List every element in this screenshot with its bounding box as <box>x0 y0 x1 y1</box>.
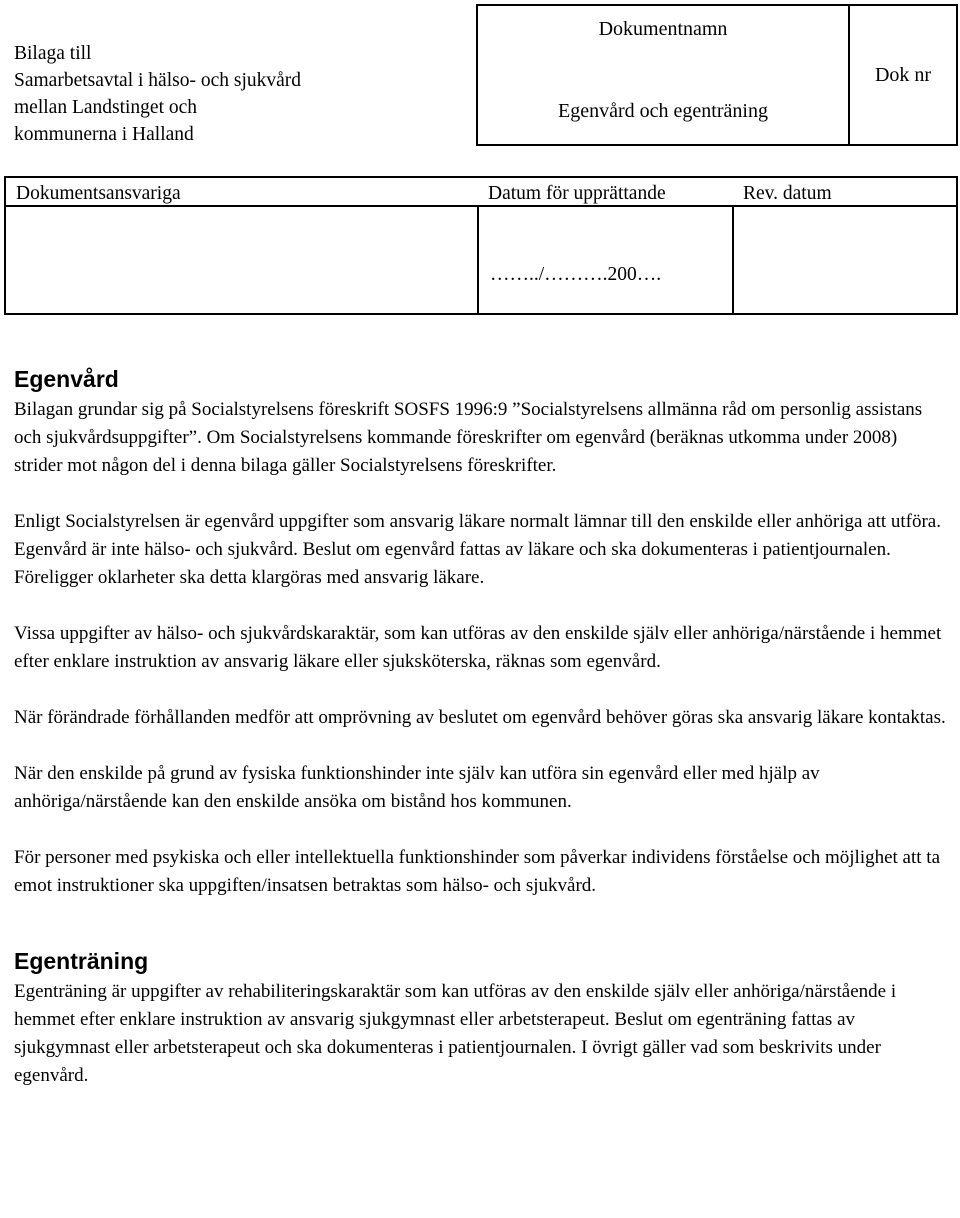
column-divider <box>477 205 479 313</box>
paragraph: Enligt Socialstyrelsen är egenvård uppgifter som ansvarig läkare normalt lämnar till den enskilde eller anhöriga att utföra. Egenvård är inte hälso- och sjukvård. Beslut om egenvård fattas av läkare och ska dokumenteras i patientjournalen. Föreligger oklarheter ska detta klargöras med ansvarig läkare. <box>14 511 941 588</box>
attachment-line: Bilaga till <box>14 43 92 64</box>
created-date-label: Datum för upprättande <box>488 183 666 204</box>
revision-date-label: Rev. datum <box>743 183 832 204</box>
document-name-box <box>476 4 850 146</box>
responsible-label: Dokumentsansvariga <box>16 183 181 204</box>
paragraph: Bilagan grundar sig på Socialstyrelsens föreskrift SOSFS 1996:9 ”Socialstyrelsens allmänna råd om personlig assistans och sjukvårdsuppgifter”. Om Socialstyrelsens kommande föreskrifter om egenvård (beräknas utkomma under 2008) strider mot någon del i denna bilaga gäller Socialstyrelsens föreskrifter. <box>14 399 923 476</box>
attachment-line: Samarbetsavtal i hälso- och sjukvård <box>14 70 302 91</box>
paragraph: Egenträning är uppgifter av rehabiliteringskaraktär som kan utföras av den enskilde själv eller anhöriga/närstående i hemmet efter enklare instruktion av ansvarig sjukgymnast eller arbetsterapeut. Beslut om egenträning fattas av sjukgymnast eller arbetsterapeut och ska dokumenteras i patientjournalen. I övrigt gäller vad som beskrivits under egenvård. <box>14 981 897 1086</box>
paragraph: För personer med psykiska och eller intellektuella funktionshinder som påverkar individens förståelse och möjlighet att ta emot instruktioner ska uppgiften/insatsen betraktas som hälso- och sjukvård. <box>14 847 941 896</box>
document-number-box <box>850 4 958 146</box>
document-body <box>14 362 946 1118</box>
attachment-line: mellan Landstinget och <box>14 97 198 118</box>
document-name-value: Egenvård och egenträning <box>558 100 768 122</box>
column-divider <box>732 205 734 313</box>
paragraph: När den enskilde på grund av fysiska funktionshinder inte själv kan utföra sin egenvård eller med hjälp av anhöriga/närstående kan den enskilde ansöka om bistånd hos kommunen. <box>14 763 820 812</box>
table-divider <box>6 205 956 207</box>
section-heading: Egenträning <box>14 948 149 974</box>
paragraph: När förändrade förhållanden medför att omprövning av beslutet om egenvård behöver göras ska ansvarig läkare kontaktas. <box>14 707 946 728</box>
metadata-table <box>4 176 958 315</box>
attachment-line: kommunerna i Halland <box>14 124 194 145</box>
attachment-header <box>14 40 464 148</box>
paragraph: Vissa uppgifter av hälso- och sjukvårdskaraktär, som kan utföras av den enskilde själv eller anhöriga/närstående i hemmet efter enklare instruktion av ansvarig läkare eller sjuksköterska, räknas som egenvård. <box>14 623 942 672</box>
section-heading: Egenvård <box>14 366 119 392</box>
document-name-label: Dokumentnamn <box>598 18 728 40</box>
created-date-value: ……../……….200…. <box>490 264 662 285</box>
document-number-label: Dok nr <box>874 63 932 86</box>
